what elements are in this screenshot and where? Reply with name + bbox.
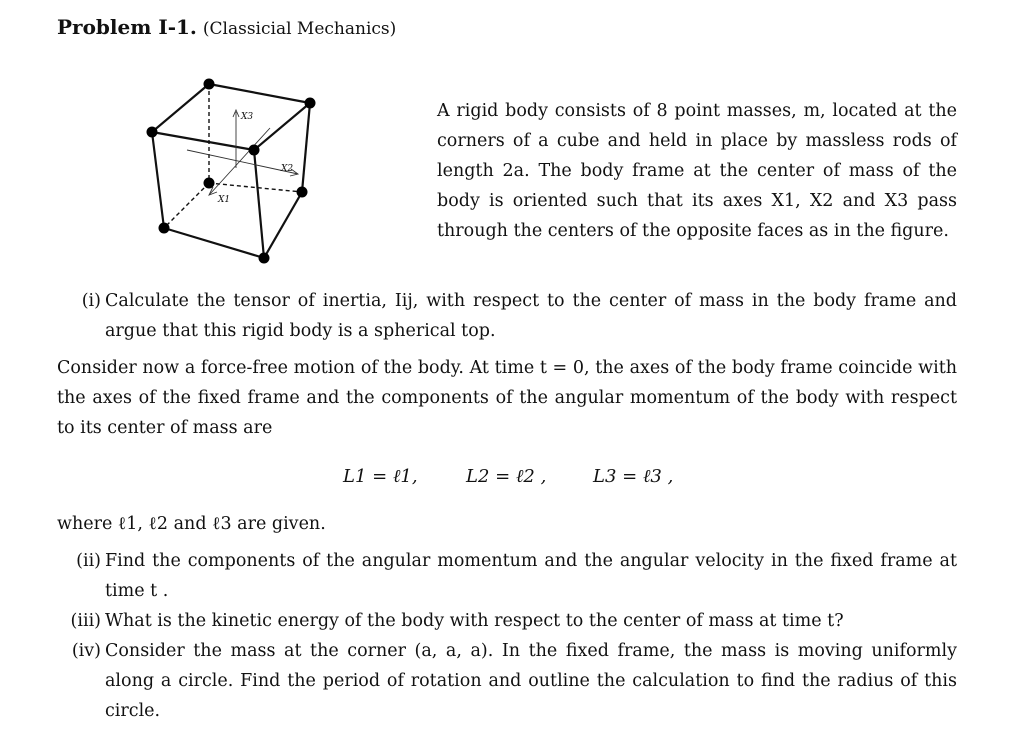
equation-l2: L2 = ℓ2 ,	[466, 466, 547, 487]
part-text: Find the components of the angular momentum and the angular velocity in the fixed frame at time t .	[105, 551, 957, 601]
part-iv	[57, 636, 957, 726]
equation-l3: L3 = ℓ3 ,	[593, 466, 674, 487]
point-mass	[204, 79, 215, 90]
cube-edge	[164, 228, 264, 258]
axis-label-x3: X3	[241, 112, 254, 122]
part-label: (ii)	[76, 551, 101, 571]
point-mass	[249, 145, 260, 156]
cube-edge	[209, 84, 310, 103]
axis-x1-line	[210, 128, 270, 194]
point-mass	[305, 98, 316, 109]
point-mass	[159, 223, 170, 234]
part-ii	[57, 546, 957, 606]
cube-hidden-edge	[164, 183, 209, 228]
cube-edge	[264, 192, 302, 258]
point-mass	[147, 127, 158, 138]
part-iii	[57, 606, 957, 636]
part-text: Consider the mass at the corner (a, a, a). In the fixed frame, the mass is moving uniformly along a circle. Find the period of rotation and outline the calculation to find the radius of this circle.	[105, 641, 957, 721]
point-mass	[259, 253, 270, 264]
cube-edge	[152, 132, 164, 228]
given-statement: where ℓ1, ℓ2 and ℓ3 are given.	[57, 514, 326, 534]
cube-edge	[152, 132, 254, 150]
cube-edge	[254, 103, 310, 150]
part-label: (iv)	[71, 641, 101, 661]
problem-subject: (Classicial Mechanics)	[202, 19, 397, 39]
cube-figure	[140, 70, 330, 270]
part-i	[57, 286, 957, 346]
problem-number: Problem I-1.	[57, 15, 197, 39]
part-text: What is the kinetic energy of the body with respect to the center of mass at time t?	[105, 611, 844, 631]
part-label: (iii)	[70, 611, 101, 631]
part-text: Calculate the tensor of inertia, Iij, with respect to the center of mass in the body frame and argue that this rigid body is a spherical top.	[105, 291, 957, 341]
point-mass	[204, 178, 215, 189]
cube-edge	[302, 103, 310, 192]
axis-label-x1: X1	[218, 195, 231, 205]
part-label: (i)	[81, 291, 101, 311]
problem-heading	[57, 14, 396, 42]
point-mass	[297, 187, 308, 198]
cube-edge	[152, 84, 209, 132]
equation-l1: L1 = ℓ1,	[343, 466, 418, 487]
cube-hidden-edge	[209, 183, 302, 192]
problem-intro: A rigid body consists of 8 point masses, m, located at the corners of a cube and held in place by massless rods of length 2a. The body frame at the center of mass of the body is oriented such that its axes X1, X2 and X3 pass through the centers of the opposite faces as in the figure.	[437, 101, 957, 241]
axis-label-x2: X2	[281, 164, 294, 174]
consider-paragraph: Consider now a force-free motion of the body. At time t = 0, the axes of the body frame coincide with the axes of the fixed frame and the components of the angular momentum of the body with respect to its center of mass are	[57, 358, 957, 438]
